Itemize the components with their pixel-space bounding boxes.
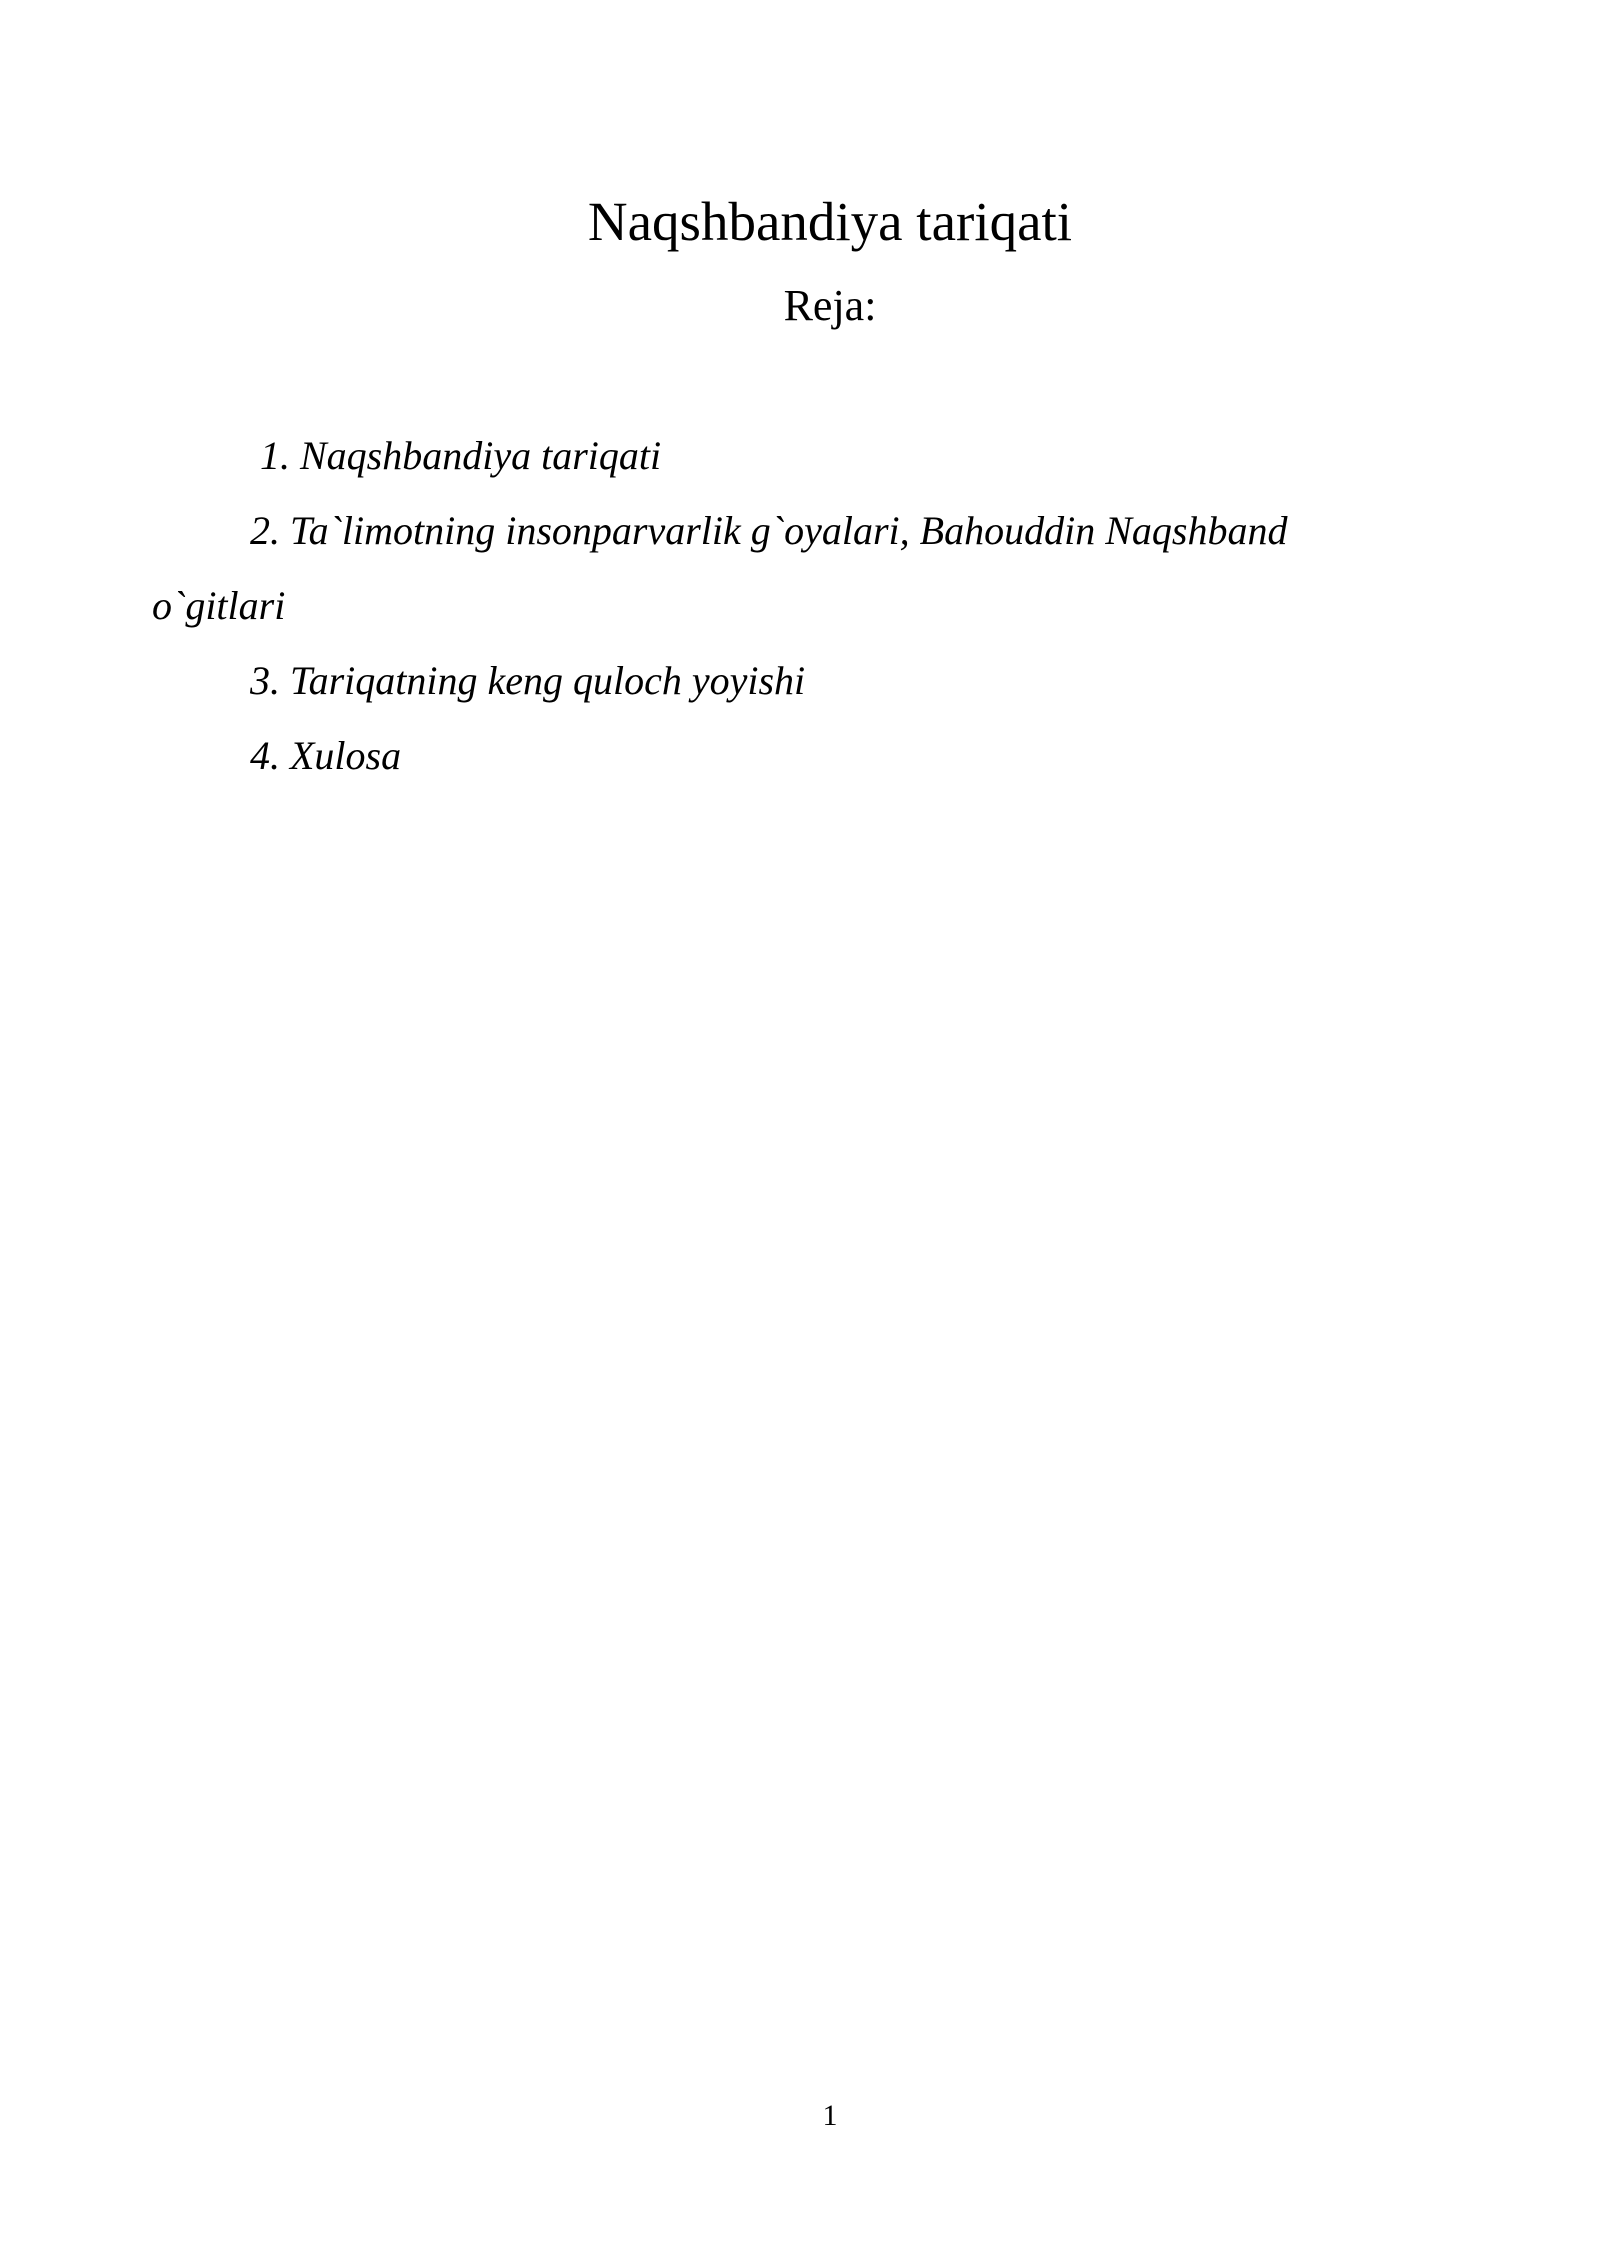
plan-list — [152, 418, 1412, 793]
plan-item: 1. Naqshbandiya tariqati — [260, 433, 662, 478]
plan-heading: Reja: — [783, 281, 877, 330]
plan-item: 4. Xulosa — [250, 733, 402, 778]
plan-item: 3. Tariqatning keng quloch yoyishi — [250, 658, 806, 703]
plan-item: 2. Ta`limotning insonparvarlik g`oyalari, Bahouddin Naqshband o`gitlari — [152, 508, 1288, 628]
document-title: Naqshbandiya tariqati — [587, 190, 1073, 252]
page-number: 1 — [822, 2099, 838, 2132]
